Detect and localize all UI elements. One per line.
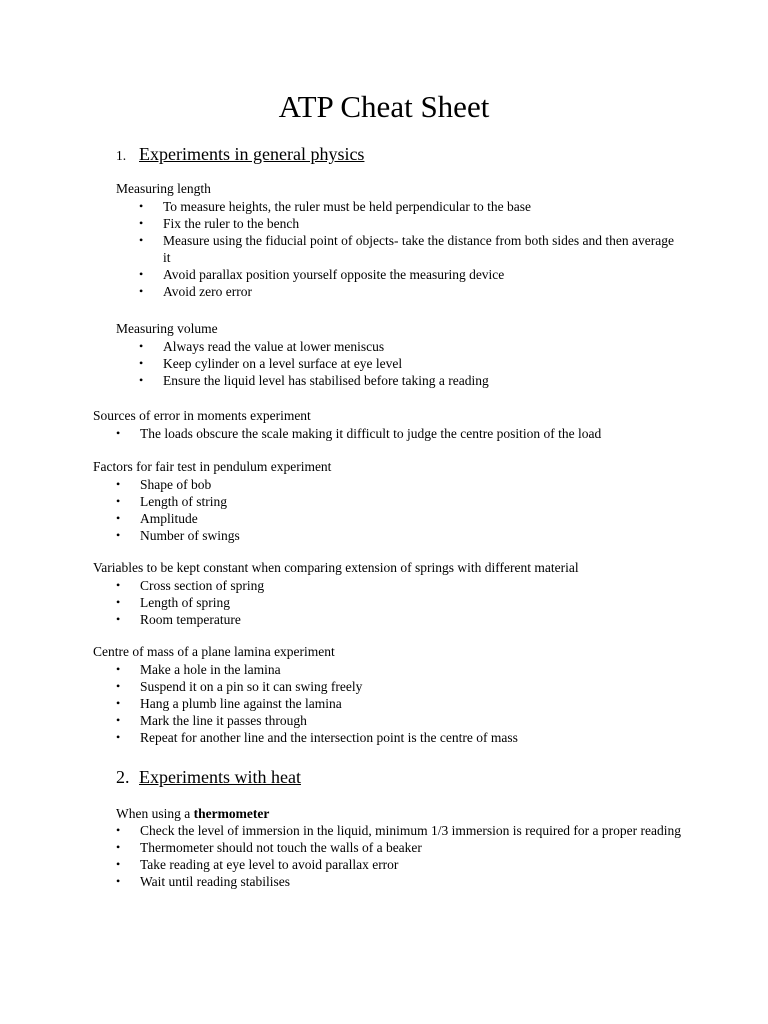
list-item: • Keep cylinder on a level surface at eye level (139, 355, 679, 372)
measuring-length-list (139, 198, 679, 300)
list-item: • Cross section of spring (116, 577, 516, 594)
section-2-number: 2. (116, 767, 130, 787)
list-item: • The loads obscure the scale making it difficult to judge the centre position of the load (116, 425, 716, 442)
list-item: • Mark the line it passes through (116, 712, 676, 729)
moments-errors-list (116, 425, 716, 442)
list-item: • Length of spring (116, 594, 516, 611)
list-item: • Ensure the liquid level has stabilised before taking a reading (139, 372, 679, 389)
section-1-heading (116, 143, 364, 167)
section-2-heading (116, 766, 301, 788)
section-1-title: Experiments in general physics (139, 144, 365, 164)
thermometer-list (116, 822, 686, 890)
section-1-number: 1. (116, 148, 127, 163)
thermometer-label-bold: thermometer (193, 806, 270, 821)
list-item: • Length of string (116, 493, 516, 510)
list-item: • Room temperature (116, 611, 516, 628)
list-item: • Repeat for another line and the intersection point is the centre of mass (116, 729, 676, 746)
list-item: • Wait until reading stabilises (116, 873, 686, 890)
list-item: • Shape of bob (116, 476, 516, 493)
springs-label: Variables to be kept constant when comparing extension of springs with different material (93, 560, 579, 575)
springs-list (116, 577, 516, 628)
list-item: • Suspend it on a pin so it can swing freely (116, 678, 676, 695)
pendulum-list (116, 476, 516, 544)
measuring-volume-list (139, 338, 679, 389)
list-item: • Avoid zero error (139, 283, 679, 300)
moments-errors-label: Sources of error in moments experiment (93, 408, 311, 423)
thermometer-label (116, 805, 269, 822)
measuring-volume-label: Measuring volume (116, 321, 218, 336)
list-item: • Hang a plumb line against the lamina (116, 695, 676, 712)
list-item: • Make a hole in the lamina (116, 661, 676, 678)
list-item: • Fix the ruler to the bench (139, 215, 679, 232)
pendulum-label: Factors for fair test in pendulum experiment (93, 459, 332, 474)
list-item: • Take reading at eye level to avoid parallax error (116, 856, 686, 873)
list-item: • Measure using the fiducial point of objects- take the distance from both sides and then average it (139, 232, 679, 266)
list-item: • Avoid parallax position yourself opposite the measuring device (139, 266, 679, 283)
lamina-list (116, 661, 676, 746)
section-2-title: Experiments with heat (139, 767, 301, 787)
list-item: • Amplitude (116, 510, 516, 527)
list-item: • To measure heights, the ruler must be held perpendicular to the base (139, 198, 679, 215)
lamina-label: Centre of mass of a plane lamina experiment (93, 644, 335, 659)
list-item: • Always read the value at lower meniscus (139, 338, 679, 355)
thermometer-label-prefix: When using a (116, 806, 194, 821)
page-title: ATP Cheat Sheet (278, 89, 490, 124)
list-item: • Check the level of immersion in the liquid, minimum 1/3 immersion is required for a proper reading (116, 822, 686, 839)
measuring-length-label: Measuring length (116, 181, 211, 196)
list-item: • Number of swings (116, 527, 516, 544)
list-item: • Thermometer should not touch the walls of a beaker (116, 839, 686, 856)
